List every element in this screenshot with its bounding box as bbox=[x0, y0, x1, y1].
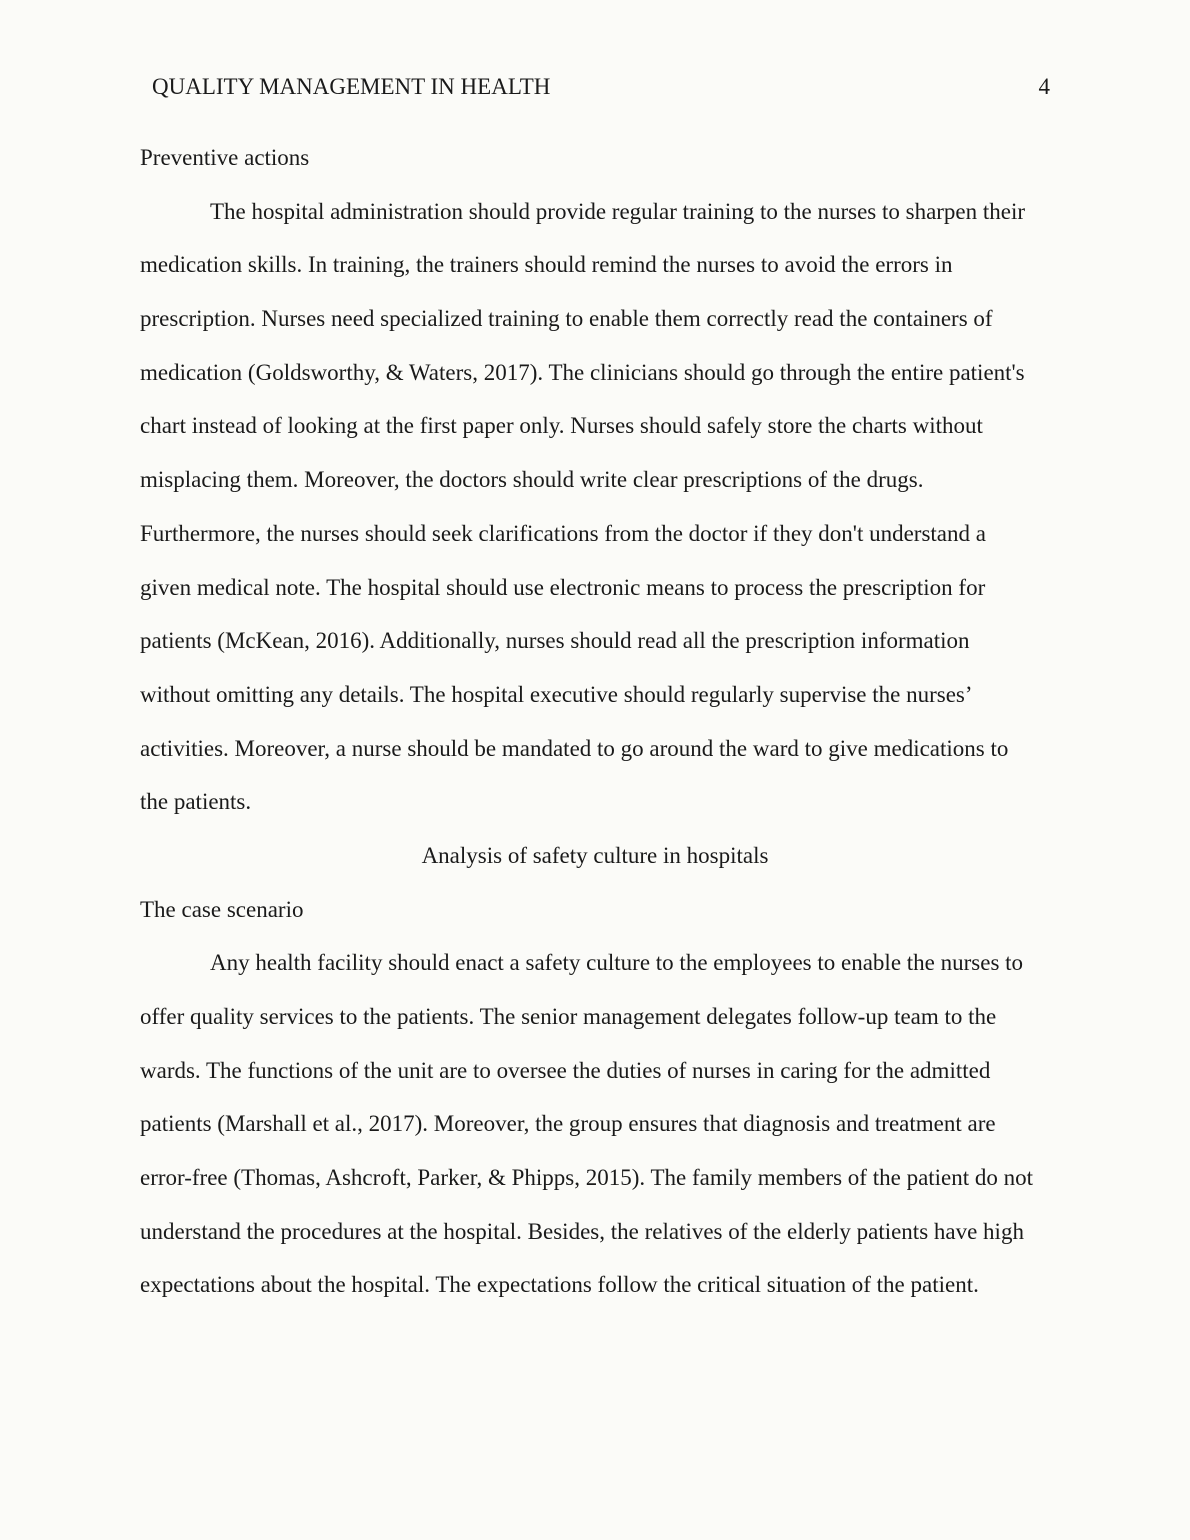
text-line: expectations about the hospital. The expectations follow the critical situation of the patient. bbox=[140, 1272, 979, 1298]
text-line: medication (Goldsworthy, & Waters, 2017). The clinicians should go through the entire patient's bbox=[140, 359, 1025, 385]
heading-case-scenario: The case scenario bbox=[140, 896, 304, 922]
text-line: the patients. bbox=[140, 789, 252, 815]
heading-analysis-safety-culture: Analysis of safety culture in hospitals bbox=[421, 842, 769, 868]
running-head-title: QUALITY MANAGEMENT IN HEALTH bbox=[152, 74, 551, 99]
text-line: Furthermore, the nurses should seek clarifications from the doctor if they don't understand a bbox=[140, 520, 986, 546]
running-header bbox=[0, 60, 1190, 114]
text-line: patients (McKean, 2016). Additionally, nurses should read all the prescription information bbox=[140, 628, 970, 654]
text-line: given medical note. The hospital should use electronic means to process the prescription for bbox=[140, 574, 986, 600]
text-line: wards. The functions of the unit are to oversee the duties of nurses in caring for the admitted bbox=[140, 1057, 991, 1083]
paragraph-case-scenario bbox=[140, 936, 1050, 1312]
text-line: chart instead of looking at the first paper only. Nurses should safely store the charts without bbox=[140, 413, 983, 439]
text-line: Any health facility should enact a safety culture to the employees to enable the nurses to bbox=[210, 950, 1024, 976]
page-number: 4 bbox=[1038, 74, 1050, 99]
text-line: misplacing them. Moreover, the doctors should write clear prescriptions of the drugs. bbox=[140, 467, 924, 493]
text-line: without omitting any details. The hospital executive should regularly supervise the nurses’ bbox=[140, 681, 973, 707]
text-line: medication skills. In training, the trainers should remind the nurses to avoid the errors in bbox=[140, 252, 953, 278]
text-line: activities. Moreover, a nurse should be mandated to go around the ward to give medications to bbox=[140, 735, 1009, 761]
heading-preventive-actions: Preventive actions bbox=[140, 145, 310, 170]
text-line: patients (Marshall et al., 2017). Moreover, the group ensures that diagnosis and treatment are bbox=[140, 1111, 996, 1137]
text-line: understand the procedures at the hospital. Besides, the relatives of the elderly patients have high bbox=[140, 1218, 1024, 1244]
text-line: error-free (Thomas, Ashcroft, Parker, & Phipps, 2015). The family members of the patient do not bbox=[140, 1165, 1034, 1191]
text-line: The hospital administration should provide regular training to the nurses to sharpen their bbox=[210, 198, 1026, 224]
text-line: offer quality services to the patients. The senior management delegates follow-up team to the bbox=[140, 1004, 997, 1029]
text-line: prescription. Nurses need specialized training to enable them correctly read the containers of bbox=[140, 306, 993, 332]
document-body bbox=[140, 131, 1050, 1312]
paragraph-preventive-actions bbox=[140, 185, 1050, 829]
